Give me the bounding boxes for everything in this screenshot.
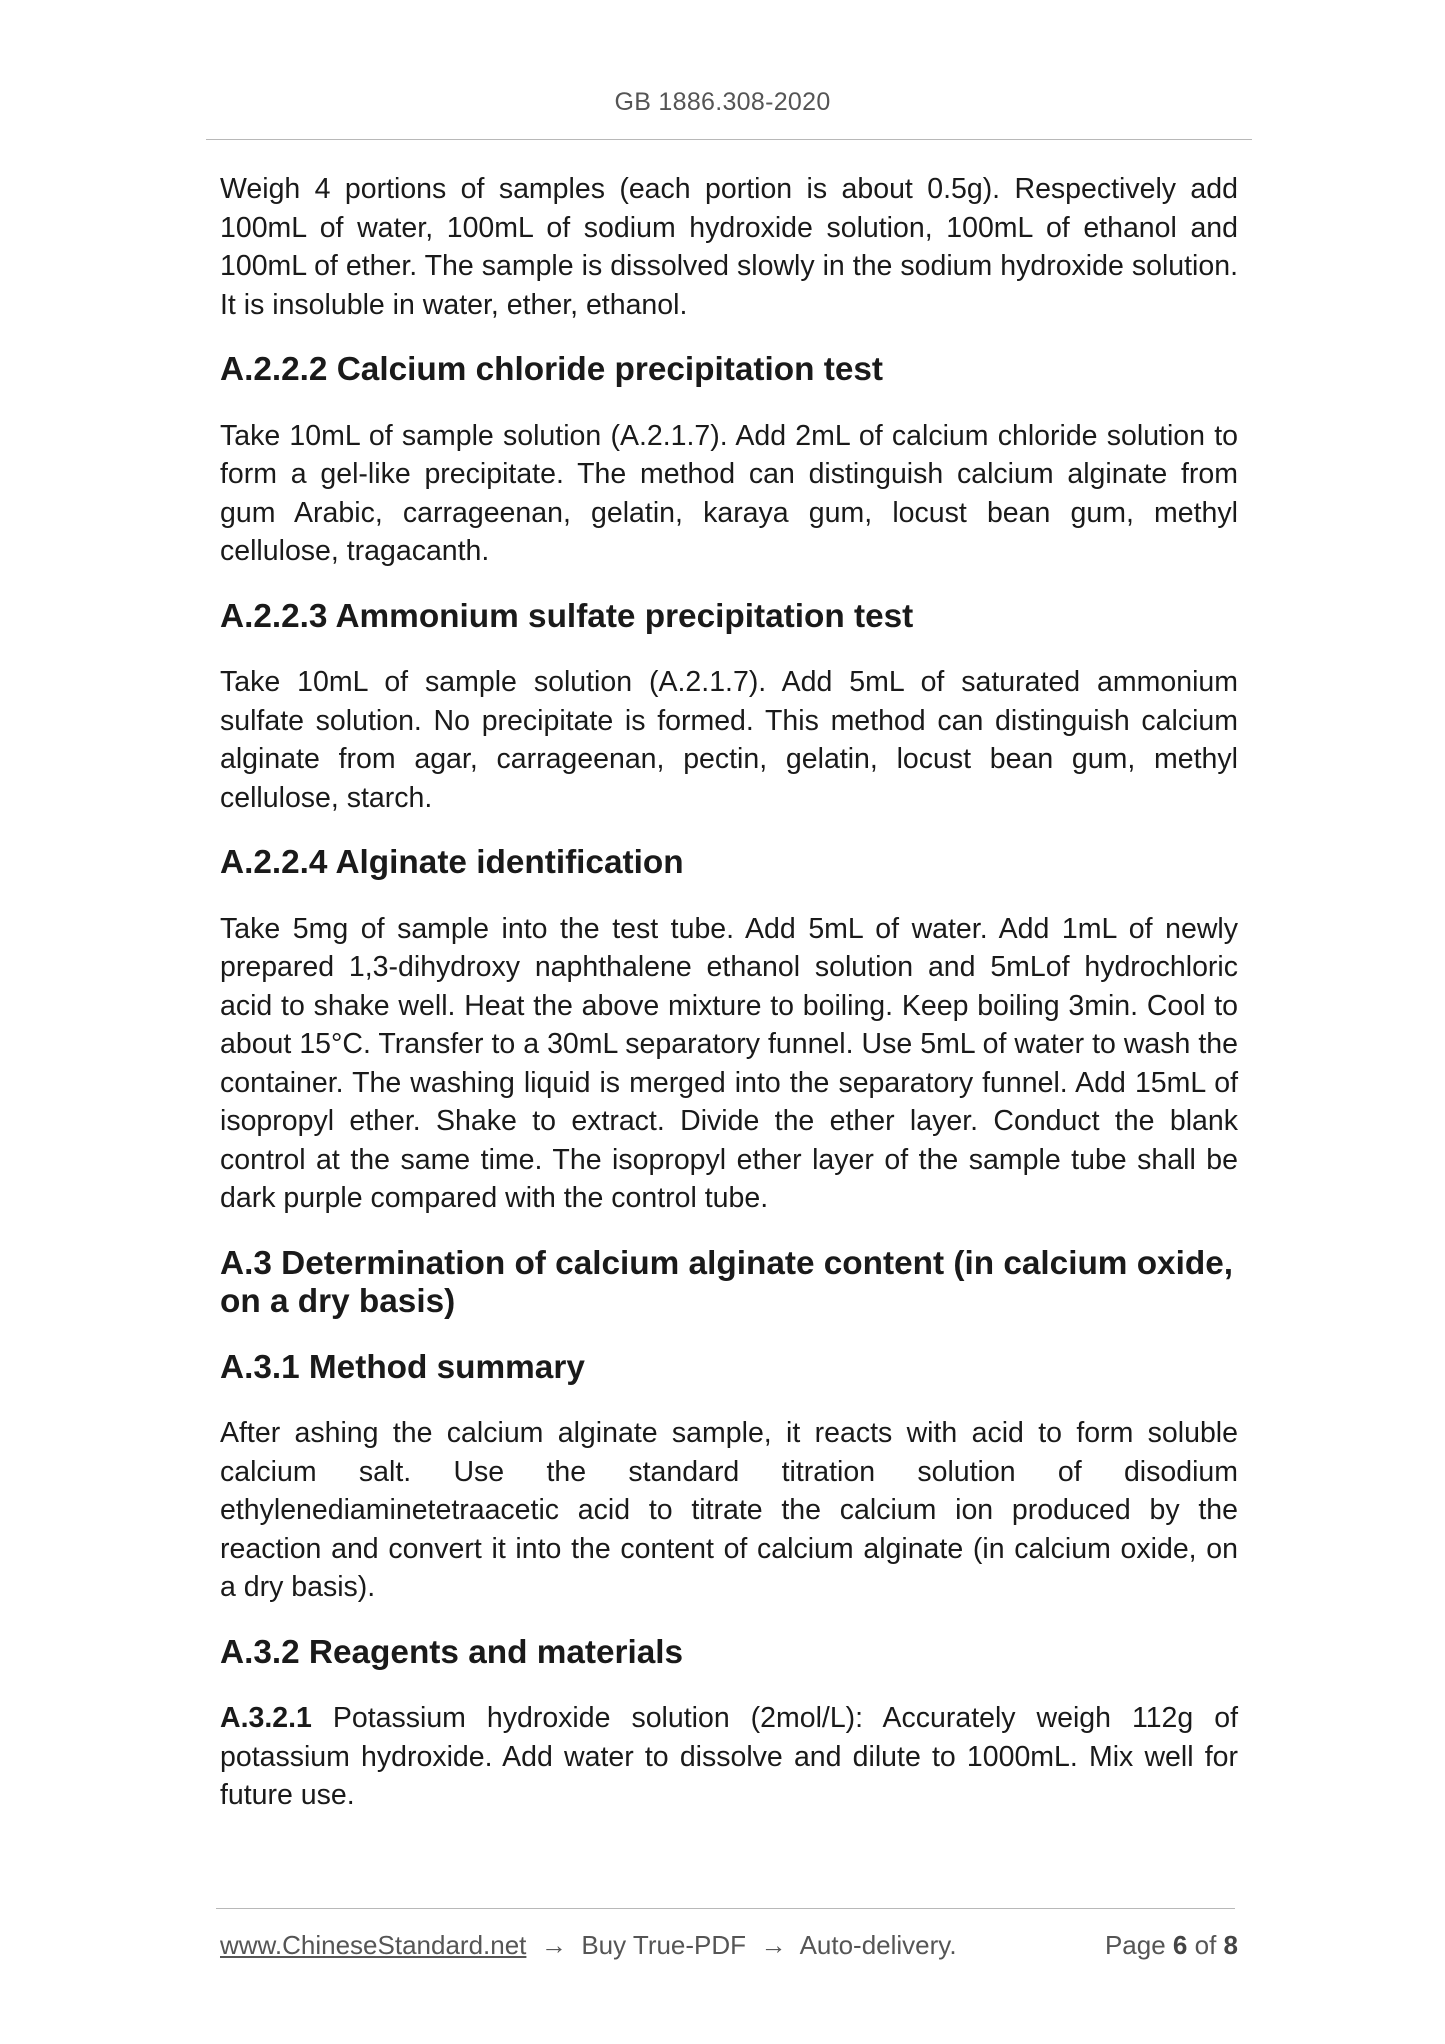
- page-label: Page: [1104, 1930, 1166, 1960]
- page-number: [1105, 1930, 1238, 1961]
- arrow-right-icon: →: [540, 1930, 567, 1960]
- paragraph-a-3-1: After ashing the calcium alginate sample, it reacts with acid to form soluble calcium salt. Use the standard titration solution of disodium ethylenediaminetetraacetic acid to titrate the calcium ion produced by the reaction and convert it into the content of calcium alginate (in calcium oxide, on a dry basis).: [220, 1417, 1238, 1603]
- website-link[interactable]: www.ChineseStandard.net: [220, 1930, 527, 1960]
- clause-text-a-3-2-1: Potassium hydroxide solution (2mol/L): Accurately weigh 112g of potassium hydroxide. Add water to dissolve and dilute to 1000mL. Mix well for future use.: [220, 1702, 1238, 1811]
- arrow-right-icon: →: [760, 1930, 787, 1960]
- heading-a-3: A.3 Determination of calcium alginate content (in calcium oxide, on a dry basis): [220, 1244, 1234, 1320]
- paragraph-solubility: Weigh 4 portions of samples (each portion is about 0.5g). Respectively add 100mL of water, 100mL of sodium hydroxide solution, 100mL of ethanol and 100mL of ether. The sample is dissolved slowly in the sodium hydroxide solution. It is insoluble in water, ether, ethanol.: [220, 173, 1238, 321]
- heading-a-3-1: A.3.1 Method summary: [220, 1348, 585, 1386]
- footer-promo: [220, 1930, 957, 1961]
- buy-pdf-text: Buy True-PDF: [581, 1930, 747, 1960]
- page-current: 6: [1172, 1930, 1188, 1960]
- paragraph-a-3-2-1: [220, 1699, 1238, 1815]
- page-footer: [220, 1930, 1238, 1961]
- paragraph-a-2-2-3: Take 10mL of sample solution (A.2.1.7). Add 5mL of saturated ammonium sulfate solution. No precipitate is formed. This method can distinguish calcium alginate from agar, carrageenan, pectin, gelatin, locust bean gum, methyl cellulose, starch.: [220, 666, 1238, 814]
- heading-a-2-2-2: A.2.2.2 Calcium chloride precipitation test: [220, 351, 884, 388]
- footer-divider: [216, 1908, 1235, 1909]
- paragraph-a-2-2-2: Take 10mL of sample solution (A.2.1.7). Add 2mL of calcium chloride solution to form a gel-like precipitate. The method can distinguish calcium alginate from gum Arabic, carrageenan, gelatin, karaya gum, locust bean gum, methyl cellulose, tragacanth.: [220, 419, 1238, 567]
- heading-a-3-2: A.3.2 Reagents and materials: [220, 1633, 684, 1671]
- header-divider: [206, 139, 1252, 140]
- auto-delivery-text: Auto-delivery.: [799, 1930, 957, 1960]
- page-total: 8: [1223, 1930, 1238, 1960]
- page-of-label: of: [1194, 1930, 1217, 1960]
- clause-label-a-3-2-1: A.3.2.1: [220, 1702, 312, 1734]
- heading-a-2-2-4: A.2.2.4 Alginate identification: [220, 844, 684, 881]
- document-id-header: GB 1886.308-2020: [614, 88, 831, 116]
- paragraph-a-2-2-4: Take 5mg of sample into the test tube. Add 5mL of water. Add 1mL of newly prepared 1,3-dihydroxy naphthalene ethanol solution and 5mLof hydrochloric acid to shake well. Heat the above mixture to boiling. Keep boiling 3min. Cool to about 15°C. Transfer to a 30mL separatory funnel. Use 5mL of water to wash the container. The washing liquid is merged into the separatory funnel. Add 15mL of isopropyl ether. Shake to extract. Divide the ether layer. Conduct the blank control at the same time. The isopropyl ether layer of the sample tube shall be dark purple compared with the control tube.: [220, 912, 1238, 1214]
- document-body: [220, 170, 1238, 1842]
- heading-a-2-2-3: A.2.2.3 Ammonium sulfate precipitation test: [220, 597, 914, 635]
